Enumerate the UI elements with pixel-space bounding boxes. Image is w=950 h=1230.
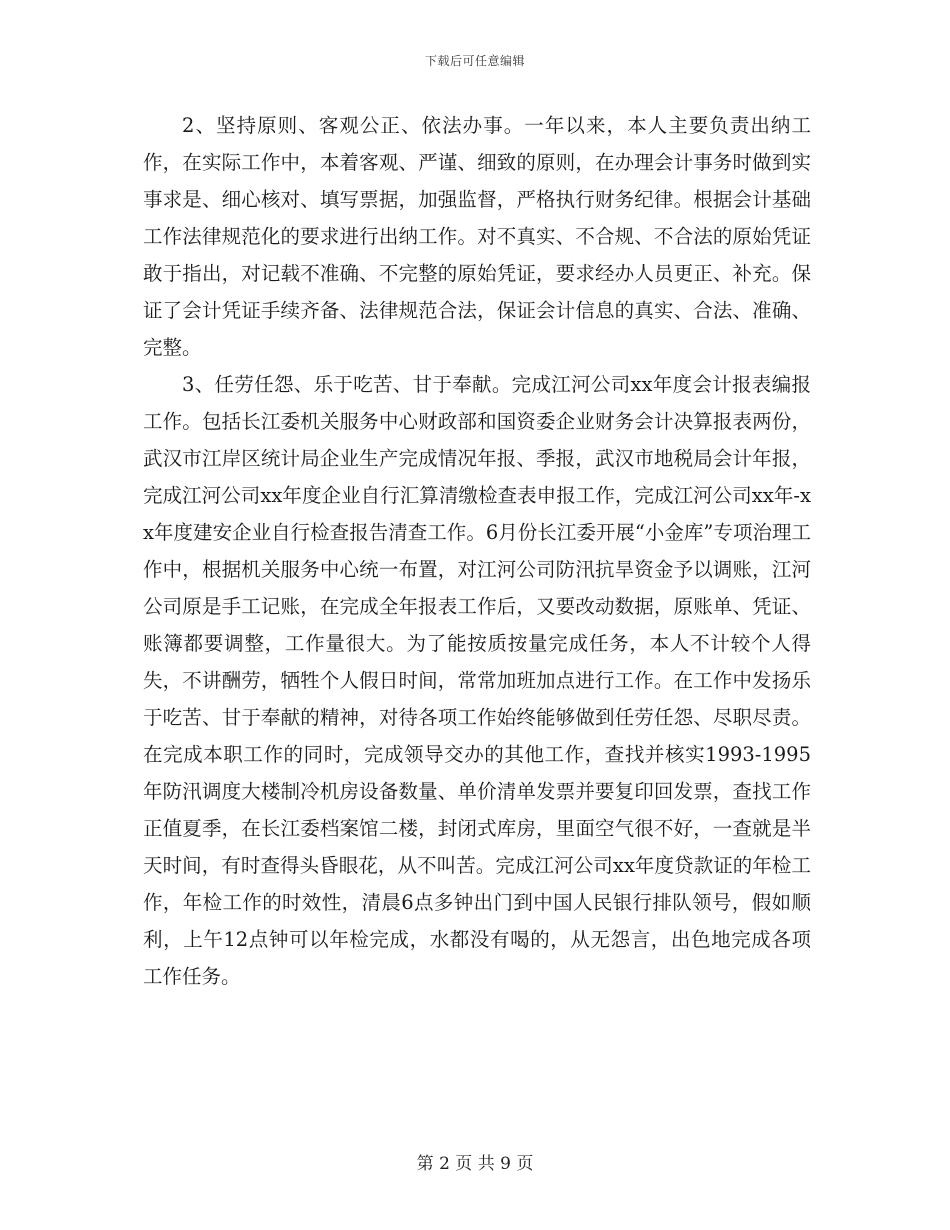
document-body xyxy=(143,107,811,995)
paragraph-3: 3、任劳任怨、乐于吃苦、甘于奉献。完成江河公司xx年度会计报表编报工作。包括长江委机关服务中心财政部和国资委企业财务会计决算报表两份，武汉市江岸区统计局企业生产完成情况年报、季报，武汉市地税局会计年报，完成江河公司xx年度企业自行汇算清缴检查表申报工作，完成江河公司xx年-xx年度建安企业自行检查报告清查工作。6月份长江委开展“小金库”专项治理工作中，根据机关服务中心统一布置，对江河公司防汛抗旱资金予以调账，江河公司原是手工记账，在完成全年报表工作后，又要改动数据，原账单、凭证、账簿都要调整，工作量很大。为了能按质按量完成任务，本人不计较个人得失，不讲酬劳，牺牲个人假日时间，常常加班加点进行工作。在工作中发扬乐于吃苦、甘于奉献的精神，对待各项工作始终能够做到任劳任怨、尽职尽责。在完成本职工作的同时，完成领导交办的其他工作，查找并核实1993-1995年防汛调度大楼制冷机房设备数量、单价清单发票并要复印回发票，查找工作正值夏季，在长江委档案馆二楼，封闭式库房，里面空气很不好，一查就是半天时间，有时查得头昏眼花，从不叫苦。完成江河公司xx年度贷款证的年检工作，年检工作的时效性，清晨6点多钟出门到中国人民银行排队领号，假如顺利，上午12点钟可以年检完成，水都没有喝的，从无怨言，出色地完成各项工作任务。 xyxy=(143,373,811,988)
page-header: 下载后可任意编辑 xyxy=(424,54,525,68)
page-number: 第 2 页 共 9 页 xyxy=(416,1154,534,1174)
paragraph-2: 2、坚持原则、客观公正、依法办事。一年以来，本人主要负责出纳工作，在实际工作中，本着客观、严谨、细致的原则，在办理会计事务时做到实事求是、细心核对、填写票据，加强监督，严格执行财务纪律。根据会计基础工作法律规范化的要求进行出纳工作。对不真实、不合规、不合法的原始凭证敢于指出，对记载不准确、不完整的原始凭证，要求经办人员更正、补充。保证了会计凭证手续齐备、法律规范合法，保证会计信息的真实、合法、准确、完整。 xyxy=(143,114,811,359)
